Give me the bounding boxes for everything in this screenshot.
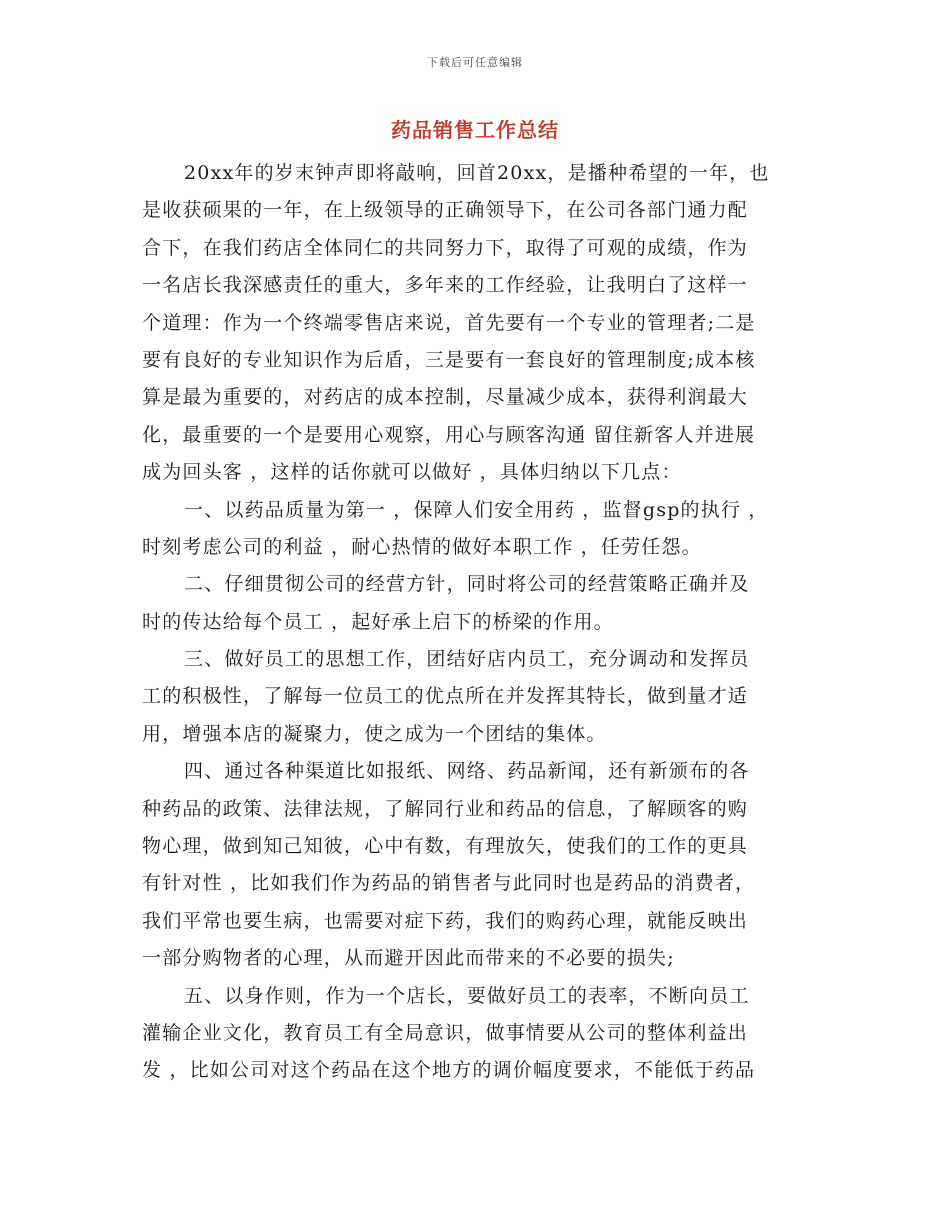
text-line: 五、以身作则，作为一个店长，要做好员工的表率，不断向员工 — [184, 984, 750, 1007]
text-line: 化，最重要的一个是要用心观察，用心与顾客沟通 留住新客人并进展 — [142, 423, 756, 446]
text-line: 一部分购物者的心理，从而避开因此而带来的不必要的损失; — [142, 947, 675, 970]
text-line: 时刻考虑公司的利益 ，耐心热情的做好本职工作 ，任劳任怨。 — [142, 535, 702, 558]
header-note: 下载后可任意编辑 — [427, 56, 523, 69]
text-line: 我们平常也要生病，也需要对症下药，我们的购药心理，就能反映出 — [142, 909, 749, 932]
text-line: 有针对性 ，比如我们作为药品的销售者与此同时也是药品的消费者， — [142, 872, 756, 895]
text-line: 算是最为重要的，对药店的成本控制，尽量减少成本，获得利润最大 — [142, 386, 749, 409]
text-line: 是收获硕果的一年，在上级领导的正确领导下，在公司各部门通力配 — [142, 199, 749, 222]
text-line: 合下，在我们药店全体同仁的共同努力下，取得了可观的成绩，作为 — [142, 236, 749, 259]
text-line: 成为回头客 ，这样的话你就可以做好 ，具体归纳以下几点： — [142, 461, 682, 484]
document-title: 药品销售工作总结 — [391, 118, 559, 142]
text-line: 一、以药品质量为第一 ，保障人们安全用药 ，监督gsp的执行 ， — [184, 498, 769, 521]
text-line: 工的积极性，了解每一位员工的优点所在并发挥其特长，做到量才适 — [142, 685, 749, 708]
text-line: 20xx年的岁末钟声即将敲响，回首20xx，是播种希望的一年，也 — [184, 162, 770, 184]
text-line: 发 ，比如公司对这个药品在这个地方的调价幅度要求，不能低于药品 — [142, 1059, 756, 1082]
text-line: 用，增强本店的凝聚力，使之成为一个团结的集体。 — [142, 722, 607, 745]
text-line: 种药品的政策、法律法规，了解同行业和药品的信息，了解顾客的购 — [142, 797, 749, 820]
text-line: 四、通过各种渠道比如报纸、网络、药品新闻，还有新颁布的各 — [184, 760, 750, 783]
text-line: 二、仔细贯彻公司的经营方针，同时将公司的经营策略正确并及 — [184, 573, 750, 596]
text-line: 个道理：作为一个终端零售店来说，首先要有一个专业的管理者;二是 — [142, 311, 756, 334]
text-line: 三、做好员工的思想工作，团结好店内员工，充分调动和发挥员 — [184, 648, 750, 671]
text-line: 要有良好的专业知识作为后盾，三是要有一套良好的管理制度;成本核 — [142, 348, 756, 371]
text-line: 物心理，做到知己知彼，心中有数，有理放矢，使我们的工作的更具 — [142, 835, 749, 858]
text-line: 时的传达给每个员工 ，起好承上启下的桥梁的作用。 — [142, 610, 614, 633]
document-body — [142, 155, 810, 1090]
text-line: 灌输企业文化，教育员工有全局意识，做事情要从公司的整体利益出 — [142, 1021, 749, 1044]
text-line: 一名店长我深感责任的重大，多年来的工作经验，让我明白了这样一 — [142, 274, 749, 297]
